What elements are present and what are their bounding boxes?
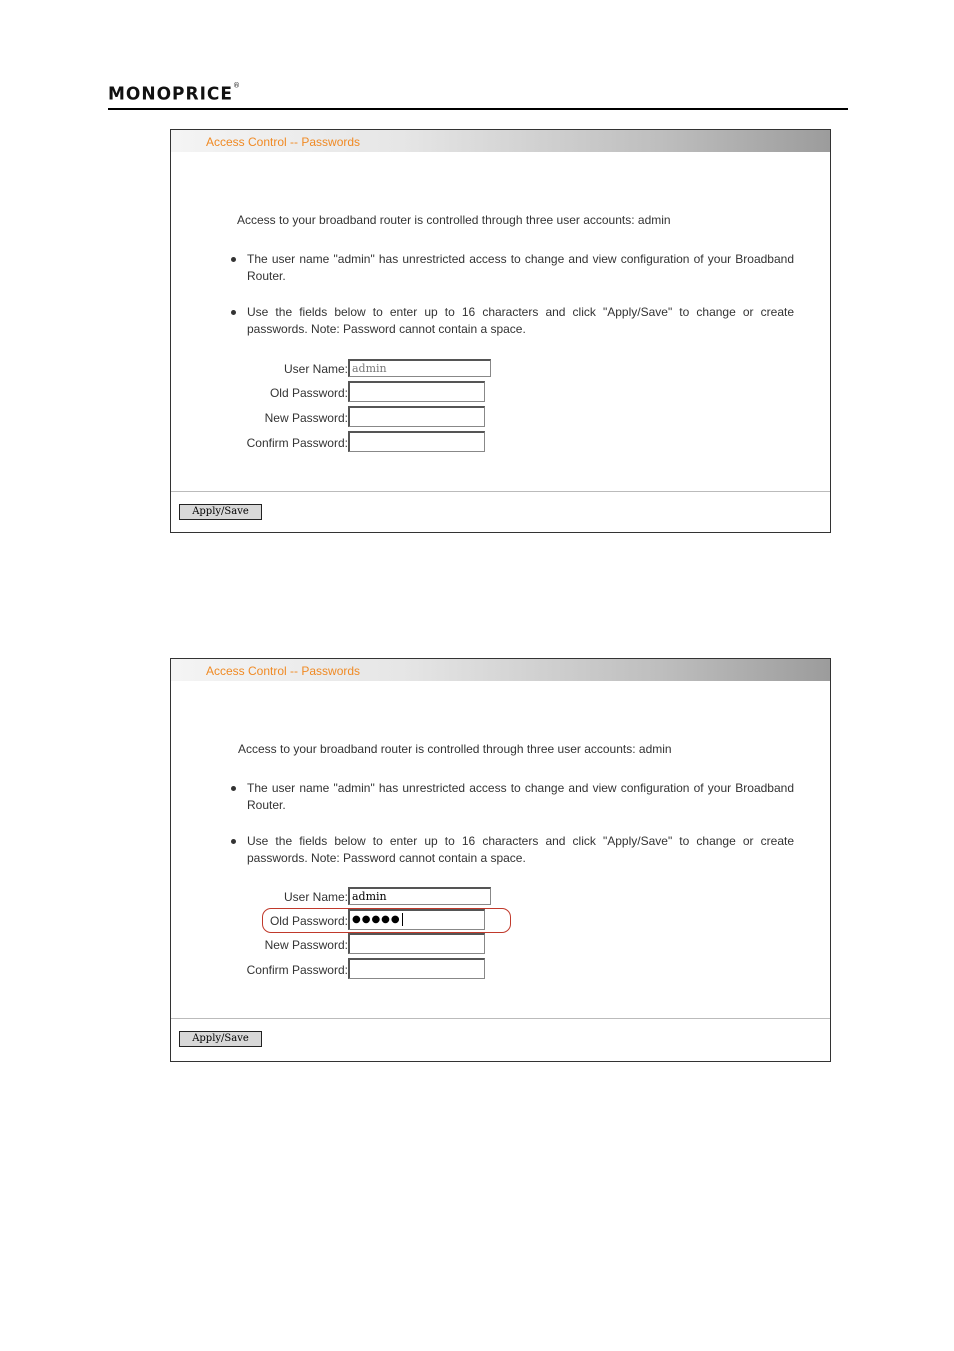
user-name-label: User Name: (283, 890, 348, 904)
new-password-input[interactable] (348, 406, 485, 427)
passwords-panel-old-entered (170, 658, 831, 1062)
password-mask: ●●●●● (352, 914, 401, 925)
old-password-label: Old Password: (269, 914, 348, 928)
bullet-password-rules: Use the fields below to enter up to 16 characters and click "Apply/Save" to change or create passwords. Note: Password cannot contain a space. (231, 304, 794, 338)
bullet-admin-access: The user name "admin" has unrestricted access to change and view configuration of your Broadband Router. (231, 251, 794, 285)
bullet-dot-icon (231, 310, 236, 315)
passwords-panel-empty (170, 129, 831, 533)
old-password-input[interactable] (348, 909, 485, 930)
bullet-dot-icon (231, 257, 236, 262)
user-name-label: User Name: (283, 362, 348, 376)
user-name-input[interactable]: admin (348, 359, 491, 377)
panel-title-bar (171, 659, 830, 681)
text-caret (402, 913, 403, 926)
bullet-admin-access: The user name "admin" has unrestricted access to change and view configuration of your Broadband Router. (231, 780, 794, 814)
panel-title: Access Control -- Passwords (206, 664, 361, 678)
panel-divider (171, 1018, 830, 1019)
confirm-password-label: Confirm Password: (246, 963, 348, 977)
bullet-dot-icon (231, 839, 236, 844)
confirm-password-label: Confirm Password: (246, 436, 348, 450)
apply-save-button[interactable]: Apply/Save (179, 1031, 262, 1047)
apply-save-button[interactable]: Apply/Save (179, 504, 262, 520)
old-password-input[interactable] (348, 381, 485, 402)
monoprice-logo: MONOPRICE® (108, 81, 242, 105)
bullet-dot-icon (231, 786, 236, 791)
bullet-password-rules: Use the fields below to enter up to 16 characters and click "Apply/Save" to change or create passwords. Note: Password cannot contain a space. (231, 833, 794, 867)
new-password-label: New Password: (264, 411, 348, 425)
confirm-password-input[interactable] (348, 958, 485, 979)
panel-title-bar (171, 130, 830, 152)
user-name-input[interactable]: admin (348, 887, 491, 905)
panel-divider (171, 491, 830, 492)
intro-text: Access to your broadband router is controlled through three user accounts: admin (237, 213, 671, 227)
new-password-input[interactable] (348, 933, 485, 954)
intro-text: Access to your broadband router is controlled through three user accounts: admin (238, 742, 672, 756)
old-password-label: Old Password: (269, 386, 348, 400)
new-password-label: New Password: (264, 938, 348, 952)
panel-title: Access Control -- Passwords (206, 135, 361, 149)
confirm-password-input[interactable] (348, 431, 485, 452)
header-rule (108, 108, 848, 110)
